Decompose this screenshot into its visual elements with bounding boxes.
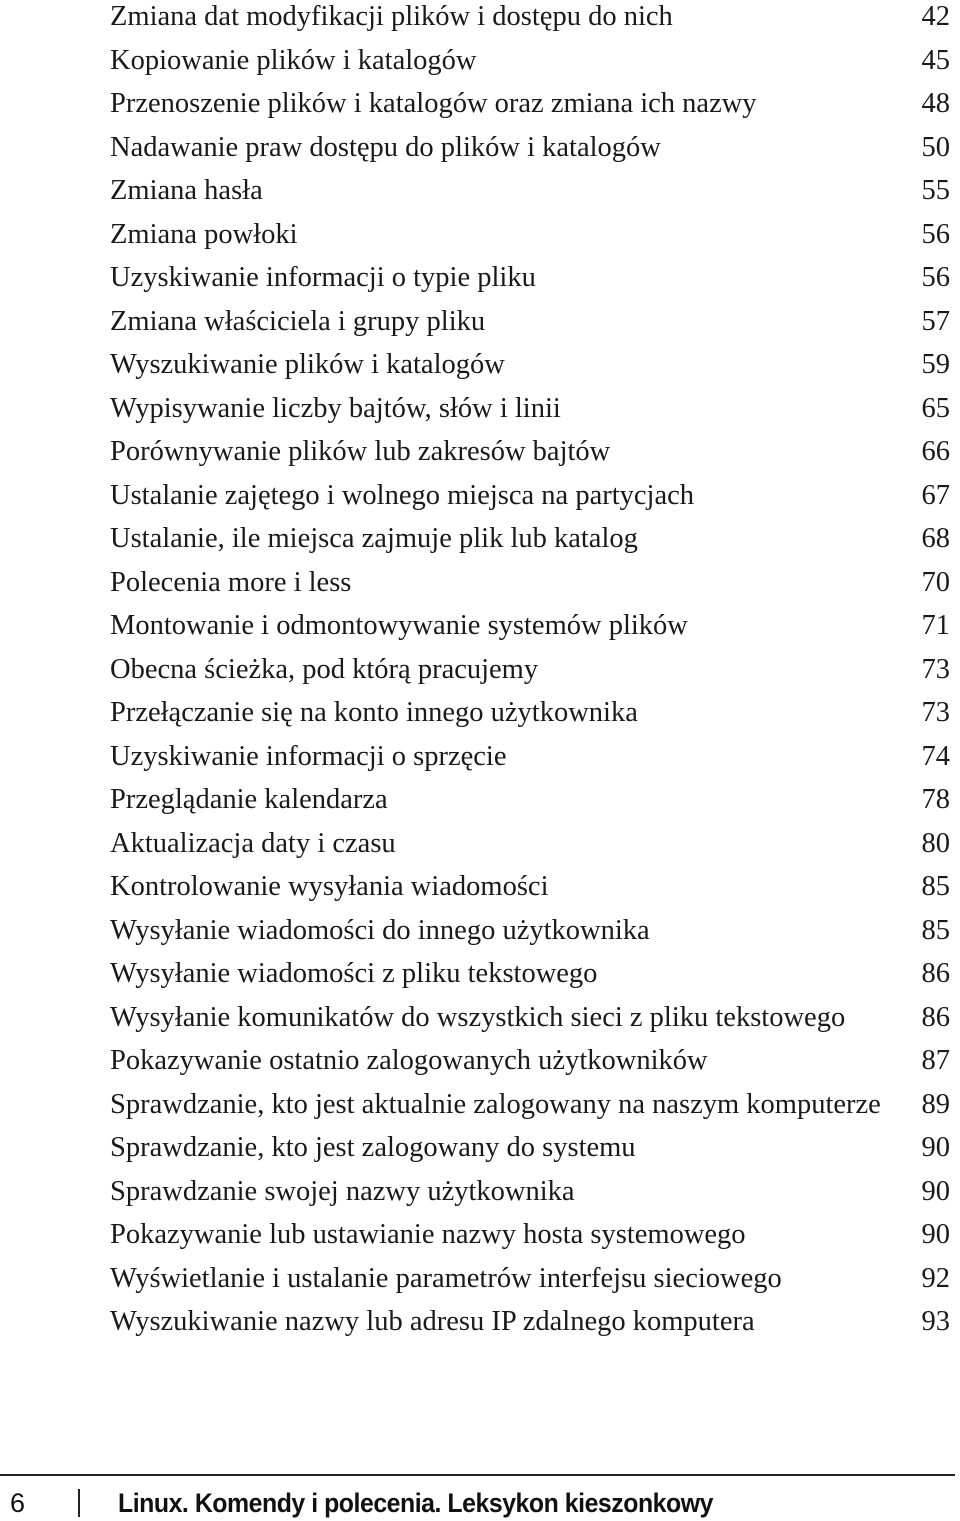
toc-entry-title: Przenoszenie plików i katalogów oraz zmiana ich nazwy <box>110 88 757 119</box>
toc-entry-title: Aktualizacja daty i czasu <box>110 827 396 859</box>
toc-entry-title: Sprawdzanie, kto jest zalogowany do systemu <box>110 1132 636 1163</box>
toc-entry-title: Przeglądanie kalendarza <box>110 784 388 815</box>
toc-entry-page: 67 <box>921 479 950 511</box>
toc-entry-title: Pokazywanie lub ustawianie nazwy hosta systemowego <box>110 1219 746 1250</box>
toc-entry-title: Zmiana powłoki <box>110 218 298 250</box>
toc-entry-title: Nadawanie praw dostępu do plików i katalogów <box>110 131 661 163</box>
toc-entry-title: Wypisywanie liczby bajtów, słów i linii <box>110 392 561 424</box>
toc-entry-page: 74 <box>921 740 950 772</box>
toc-entry-page: 48 <box>921 88 950 119</box>
toc-entry <box>110 387 950 431</box>
toc-entry-title: Wyszukiwanie nazwy lub adresu IP zdalnego komputera <box>110 1306 755 1337</box>
footer-page-number: 6 <box>10 1487 26 1518</box>
toc-entry-title: Montowanie i odmontowywanie systemów plików <box>110 610 688 641</box>
toc-entry-page: 71 <box>921 610 950 641</box>
toc-entry-title: Sprawdzanie swojej nazwy użytkownika <box>110 1175 575 1207</box>
toc-entry-page: 85 <box>921 871 950 902</box>
toc-entry <box>110 126 950 170</box>
toc-entry-title: Porównywanie plików lub zakresów bajtów <box>110 436 611 467</box>
toc-entry-page: 65 <box>921 392 950 424</box>
toc-entry-page: 90 <box>921 1132 950 1163</box>
toc-entry <box>110 1257 950 1301</box>
toc-entry-page: 86 <box>921 958 950 989</box>
table-of-contents <box>110 0 950 1344</box>
toc-entry <box>110 604 950 648</box>
toc-entry-page: 85 <box>921 914 950 946</box>
toc-entry-title: Wyświetlanie i ustalanie parametrów interfejsu sieciowego <box>110 1262 782 1294</box>
toc-entry <box>110 39 950 83</box>
toc-entry-page: 78 <box>921 784 950 815</box>
toc-entry <box>110 1126 950 1170</box>
toc-entry-page: 90 <box>921 1175 950 1207</box>
toc-entry-title: Wysyłanie wiadomości do innego użytkownika <box>110 914 650 946</box>
toc-entry-page: 87 <box>921 1045 950 1076</box>
toc-entry-page: 73 <box>921 653 950 685</box>
toc-entry <box>110 300 950 344</box>
toc-entry-page: 50 <box>921 131 950 163</box>
toc-entry <box>110 213 950 257</box>
toc-entry <box>110 778 950 822</box>
toc-entry-title: Polecenia more i less <box>110 566 352 598</box>
toc-entry-title: Zmiana dat modyfikacji plików i dostępu do nich <box>110 1 673 32</box>
toc-entry <box>110 474 950 518</box>
toc-entry-title: Przełączanie się na konto innego użytkownika <box>110 697 638 728</box>
toc-entry-title: Sprawdzanie, kto jest aktualnie zalogowany na naszym komputerze <box>110 1088 881 1120</box>
toc-entry-title: Kopiowanie plików i katalogów <box>110 44 477 76</box>
toc-entry-page: 73 <box>921 697 950 728</box>
toc-entry-page: 57 <box>921 305 950 337</box>
toc-entry-title: Uzyskiwanie informacji o typie pliku <box>110 262 536 293</box>
toc-entry-page: 90 <box>921 1219 950 1250</box>
toc-entry-page: 56 <box>921 262 950 293</box>
toc-entry <box>110 735 950 779</box>
toc-entry-title: Ustalanie zajętego i wolnego miejsca na partycjach <box>110 479 694 511</box>
toc-entry-title: Wyszukiwanie plików i katalogów <box>110 349 505 380</box>
toc-entry-page: 56 <box>921 218 950 250</box>
toc-entry <box>110 343 950 387</box>
toc-entry-title: Zmiana właściciela i grupy pliku <box>110 305 486 337</box>
toc-entry-page: 68 <box>921 523 950 554</box>
toc-entry-title: Obecna ścieżka, pod którą pracujemy <box>110 653 539 685</box>
toc-entry <box>110 0 950 39</box>
toc-entry-page: 59 <box>921 349 950 380</box>
toc-entry <box>110 256 950 300</box>
toc-entry-page: 45 <box>921 44 950 76</box>
toc-entry <box>110 1300 950 1344</box>
toc-entry-title: Uzyskiwanie informacji o sprzęcie <box>110 740 507 772</box>
toc-entry-page: 86 <box>921 1001 950 1033</box>
footer-divider <box>0 1474 955 1476</box>
toc-entry-title: Zmiana hasła <box>110 175 263 206</box>
toc-entry <box>110 1213 950 1257</box>
footer-book-title: Linux. Komendy i polecenia. Leksykon kieszonkowy <box>118 1487 713 1518</box>
toc-entry <box>110 648 950 692</box>
toc-entry-title: Ustalanie, ile miejsca zajmuje plik lub katalog <box>110 523 638 554</box>
toc-entry-title: Wysyłanie wiadomości z pliku tekstowego <box>110 958 598 989</box>
page-footer <box>0 1485 765 1521</box>
toc-entry-page: 93 <box>921 1306 950 1337</box>
toc-entry-title: Pokazywanie ostatnio zalogowanych użytkowników <box>110 1045 708 1076</box>
toc-entry <box>110 865 950 909</box>
toc-entry <box>110 1039 950 1083</box>
toc-entry <box>110 430 950 474</box>
toc-entry-title: Wysyłanie komunikatów do wszystkich sieci z pliku tekstowego <box>110 1001 846 1033</box>
toc-entry <box>110 561 950 605</box>
toc-entry <box>110 82 950 126</box>
toc-entry <box>110 822 950 866</box>
toc-entry-page: 89 <box>921 1088 950 1120</box>
toc-entry-page: 92 <box>921 1262 950 1294</box>
toc-entry <box>110 996 950 1040</box>
toc-entry-page: 70 <box>921 566 950 598</box>
toc-entry <box>110 691 950 735</box>
toc-entry-page: 66 <box>921 436 950 467</box>
toc-entry <box>110 909 950 953</box>
toc-entry <box>110 952 950 996</box>
toc-entry <box>110 1170 950 1214</box>
toc-entry-page: 55 <box>921 175 950 206</box>
toc-entry <box>110 517 950 561</box>
toc-entry <box>110 169 950 213</box>
toc-entry-page: 42 <box>921 1 950 32</box>
toc-entry <box>110 1083 950 1127</box>
toc-entry-title: Kontrolowanie wysyłania wiadomości <box>110 871 549 902</box>
footer-separator <box>78 1489 80 1517</box>
toc-entry-page: 80 <box>921 827 950 859</box>
